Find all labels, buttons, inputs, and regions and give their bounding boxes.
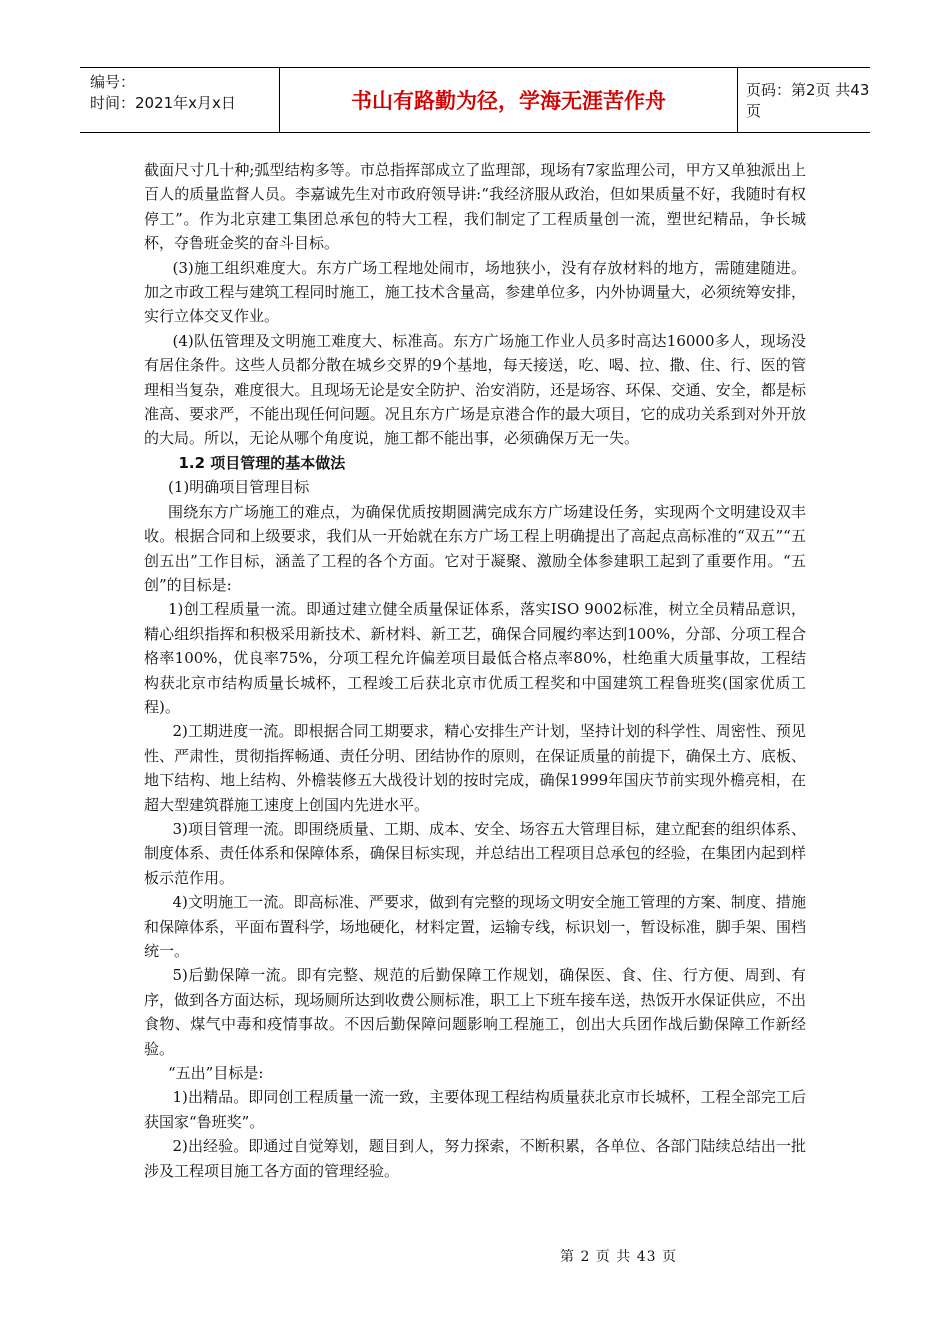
header-meta: [80, 68, 280, 132]
document-number-label: 编号：: [90, 73, 136, 91]
paragraph: “五出”目标是:: [168, 1064, 264, 1083]
page-footer: 第 2 页 共 43 页: [560, 1249, 677, 1265]
paragraph: 2)出经验。即通过自觉筹划，题目到人，努力探索，不断积累，各单位、各部门陆续总结出一批涉及工程项目施工各方面的管理经验。: [144, 1137, 806, 1180]
paragraph: 2)工期进度一流。即根据合同工期要求，精心安排生产计划，坚持计划的科学性、周密性、预见性、严肃性，贯彻指挥畅通、责任分明、团结协作的原则，在保证质量的前提下，确保土方、底板、地下结构、地上结构、外檐装修五大战役计划的按时完成，确保1999年国庆节前实现外檐亮相，在超大型建筑群施工速度上创国内先进水平。: [144, 722, 806, 814]
paragraph: 围绕东方广场施工的难点，为确保优质按期圆满完成东方广场建设任务，实现两个文明建设双丰收。根据合同和上级要求，我们从一开始就在东方广场工程上明确提出了高起点高标准的“双五”“五创五出”工作目标，涵盖了工程的各个方面。它对于凝聚、激励全体参建职工起到了重要作用。“五创”的目标是:: [144, 502, 806, 594]
paragraph: (1)明确项目管理目标: [168, 478, 310, 497]
page-header: [80, 67, 870, 133]
paragraph: 4)文明施工一流。即高标准、严要求，做到有完整的现场文明安全施工管理的方案、制度、措施和保障体系，平面布置科学，场地硬化，材料定置，运输专线，标识划一，暂设标准，脚手架、围档统一。: [144, 893, 806, 960]
paragraph: 1)出精品。即同创工程质量一流一致，主要体现工程结构质量获北京市长城杯，工程全部完工后获国家“鲁班奖”。: [144, 1088, 806, 1131]
section-heading: 1.2 项目管理的基本做法: [178, 453, 346, 472]
paragraph: 截面尺寸几十种;弧型结构多等。市总指挥部成立了监理部，现场有7家监理公司，甲方又单独派出上百人的质量监督人员。李嘉诚先生对市政府领导讲:“我经济服从政治，但如果质量不好，我随时有权停工”。作为北京建工集团总承包的特大工程，我们制定了工程质量创一流，塑世纪精品，争长城杯，夺鲁班金奖的奋斗目标。: [144, 161, 806, 253]
paragraph: 1)创工程质量一流。即通过建立健全质量保证体系，落实ISO 9002标准，树立全员精品意识，精心组织指挥和积极采用新技术、新材料、新工艺，确保合同履约率达到100%，分部、分项工程合格率100%，优良率75%，分项工程允许偏差项目最低合格点率80%，杜绝重大质量事故，工程结构获北京市结构质量长城杯，工程竣工后获北京市优质工程奖和中国建筑工程鲁班奖(国家优质工程)。: [144, 600, 806, 716]
paragraph: (4)队伍管理及文明施工难度大、标准高。东方广场施工作业人员多时高达16000多人，现场没有居住条件。这些人员都分散在城乡交界的9个基地，每天接送，吃、喝、拉、撒、住、行、医的管理相当复杂，难度很大。且现场无论是安全防护、治安消防，还是场容、环保、交通、安全，都是标准高、要求严，不能出现任何问题。况且东方广场是京港合作的最大项目，它的成功关系到对外开放的大局。所以，无论从哪个角度说，施工都不能出事，必须确保万无一失。: [144, 331, 806, 448]
document-time-label: 时间：2021年x月x日: [90, 94, 236, 112]
paragraph: 3)项目管理一流。即围绕质量、工期、成本、安全、场容五大管理目标，建立配套的组织体系、制度体系、责任体系和保障体系，确保目标实现，并总结出工程项目总承包的经验，在集团内起到样板示范作用。: [144, 819, 806, 887]
header-page-info: 页码：第2页 共43页: [746, 81, 870, 120]
paragraph: (3)施工组织难度大。东方广场工程地处闹市，场地狭小，没有存放材料的地方，需随建随进。加之市政工程与建筑工程同时施工，施工技术含量高，参建单位多，内外协调量大，必须统筹安排，实行立体交叉作业。: [144, 258, 806, 326]
header-motto: 书山有路勤为径，学海无涯苦作舟: [280, 68, 738, 132]
document-body: [144, 158, 806, 1183]
paragraph: 5)后勤保障一流。即有完整、规范的后勤保障工作规划，确保医、食、住、行方便、周到、有序，做到各方面达标，现场厕所达到收费公厕标准，职工上下班车接车送，热饭开水保证供应，不出食物、煤气中毒和疫情事故。不因后勤保障问题影响工程施工，创出大兵团作战后勤保障工作新经验。: [144, 966, 806, 1058]
